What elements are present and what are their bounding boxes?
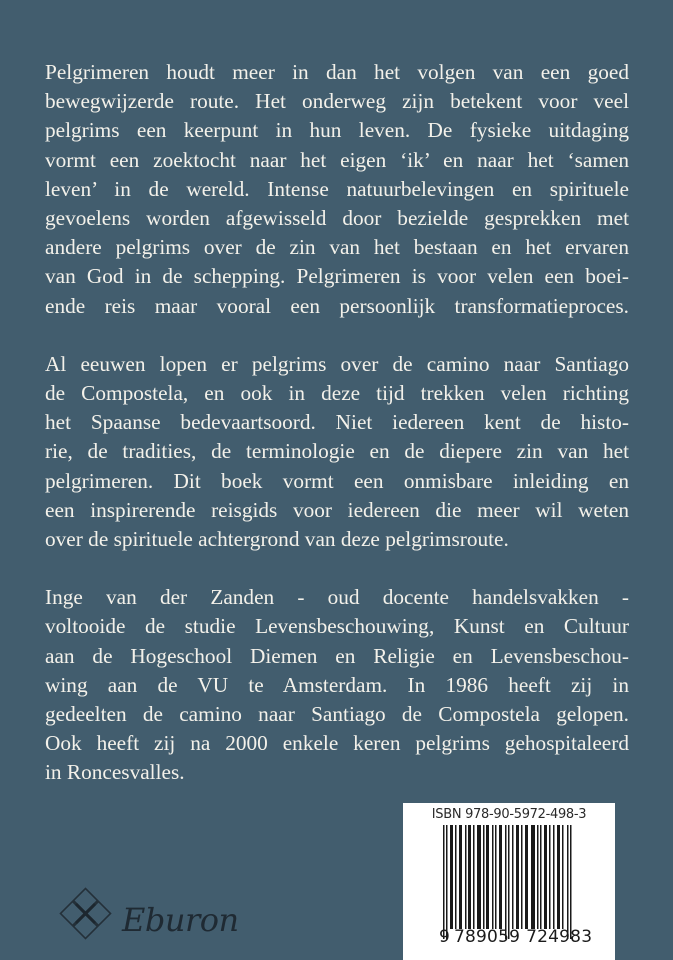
- text-line: aan de Hogeschool Diemen en Religie en Levensbeschou-: [45, 643, 629, 668]
- author-bio-paragraph: [45, 583, 629, 787]
- text-line: de Compostela, en ook in deze tijd trekken velen richting: [45, 381, 629, 406]
- text-line: van God in de schepping. Pelgrimeren is voor velen een boei-: [45, 264, 629, 289]
- text-line: bewegwijzerde route. Het onderweg zijn betekent voor veel: [45, 89, 629, 114]
- publisher-logo: [58, 888, 239, 948]
- text-line: wing aan de VU te Amsterdam. In 1986 heeft zij in: [45, 672, 629, 697]
- blurb-paragraph-2: [45, 350, 629, 554]
- text-line: over de spirituele achtergrond van deze pelgrimsroute.: [45, 527, 509, 552]
- publisher-name: Eburon: [122, 901, 239, 939]
- text-line: gedeelten de camino naar Santiago de Compostela gelopen.: [45, 702, 629, 727]
- text-line: in Roncesvalles.: [45, 760, 185, 785]
- text-line: Inge van der Zanden - oud docente handelsvakken -: [45, 585, 629, 610]
- text-line: rie, de tradities, de terminologie en de diepere zin van het: [45, 439, 629, 464]
- text-line: gevoelens worden afgewisseld door bezielde gesprekken met: [45, 206, 629, 231]
- blurb-paragraph-1: [45, 58, 629, 321]
- text-line: pelgrims een keerpunt in hun leven. De fysieke uitdaging: [45, 118, 629, 143]
- text-line: voltooide de studie Levensbeschouwing, Kunst en Cultuur: [45, 614, 629, 639]
- ean-number: [439, 927, 592, 947]
- text-line: pelgrimeren. Dit boek vormt een onmisbare inleiding en: [45, 468, 629, 493]
- isbn-barcode: [403, 803, 615, 960]
- text-line: Ook heeft zij na 2000 enkele keren pelgrims gehospitaleerd: [45, 731, 629, 756]
- barcode-bars-icon: [443, 825, 577, 939]
- ean-first-digit: 9: [439, 927, 450, 947]
- text-line: ende reis maar vooral een persoonlijk transformatieproces.: [45, 293, 629, 318]
- text-line: een inspirerende reisgids voor iedereen die meer wil weten: [45, 497, 629, 522]
- text-line: het Spaanse bedevaartsoord. Niet iedereen kent de histo-: [45, 410, 629, 435]
- four-diamond-logo-icon: [58, 887, 120, 949]
- text-line: leven’ in de wereld. Intense natuurbelevingen en spirituele: [45, 176, 629, 201]
- ean-left-group: 789059: [454, 927, 521, 947]
- isbn-label: ISBN 978-90-5972-498-3: [431, 807, 587, 822]
- text-line: vormt een zoektocht naar het eigen ‘ik’ en naar het ‘samen: [45, 147, 629, 172]
- text-line: Al eeuwen lopen er pelgrims over de camino naar Santiago: [45, 351, 629, 376]
- text-line: Pelgrimeren houdt meer in dan het volgen van een goed: [45, 60, 629, 84]
- text-line: andere pelgrims over de zin van het bestaan en het ervaren: [45, 235, 629, 260]
- blurb-text: [45, 58, 629, 817]
- ean-right-group: 724983: [526, 927, 593, 947]
